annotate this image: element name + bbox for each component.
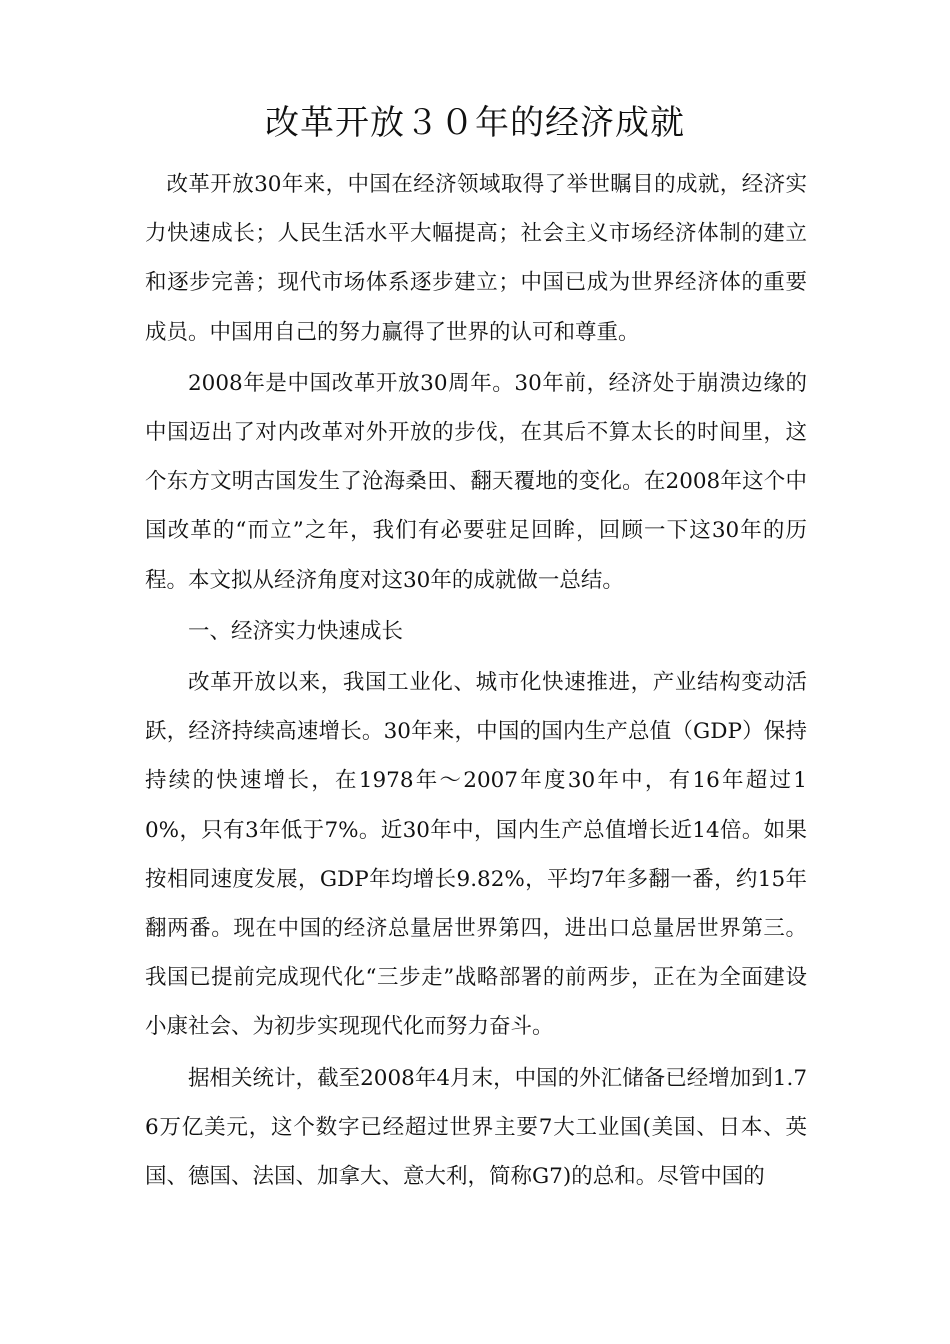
paragraph-intro: 改革开放30年来，中国在经济领域取得了举世瞩目的成就，经济实力快速成长；人民生活水平大幅提高；社会主义市场经济体制的建立和逐步完善；现代市场体系逐步建立；中国已成为世界经济体的重要成员。中国用自己的努力赢得了世界的认可和尊重。 (145, 172, 807, 345)
paragraph-forex-reserves: 据相关统计，截至2008年4月末，中国的外汇储备已经增加到1.76万亿美元，这个数字已经超过世界主要7大工业国(美国、日本、英国、德国、法国、加拿大、意大利，简称G7)的总和。尽管中国的 (145, 1065, 807, 1190)
document-title: 改革开放３０年的经济成就 (265, 103, 685, 143)
paragraph-gdp-growth: 改革开放以来，我国工业化、城市化快速推进，产业结构变动活跃，经济持续高速增长。30年来，中国的国内生产总值（GDP）保持持续的快速增长，在1978年～2007年度30年中，有16年超过10%，只有3年低于7%。近30年中，国内生产总值增长近14倍。如果按相同速度发展，GDP年均增长9.82%，平均7年多翻一番，约15年翻两番。现在中国的经济总量居世界第四，进出口总量居世界第三。我国已提前完成现代化“三步走”战略部署的前两步，正在为全面建设小康社会、为初步实现现代化而努力奋斗。 (145, 670, 807, 1040)
paragraph-anniversary: 2008年是中国改革开放30周年。30年前，经济处于崩溃边缘的中国迈出了对内改革对外开放的步伐，在其后不算太长的时间里，这个东方文明古国发生了沧海桑田、翻天覆地的变化。在2008年这个中国改革的“而立”之年，我们有必要驻足回眸，回顾一下这30年的历程。本文拟从经济角度对这30年的成就做一总结。 (145, 370, 807, 593)
document-body (145, 160, 807, 1201)
section-heading-economic-strength: 一、经济实力快速成长 (188, 618, 404, 644)
